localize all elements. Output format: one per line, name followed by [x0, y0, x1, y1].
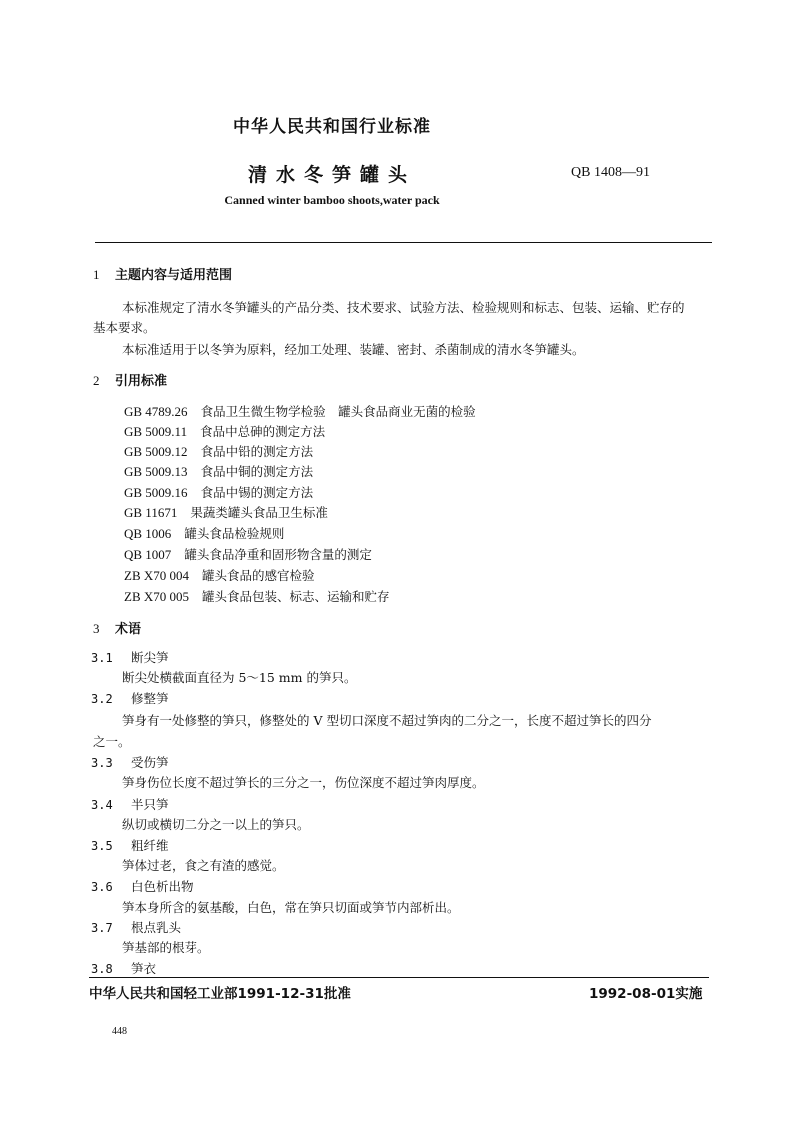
term-name: 粗纤维	[131, 838, 169, 853]
reference-name: 果蔬类罐头食品卫生标准	[190, 505, 328, 520]
term-definition: 笋基部的根芽。	[122, 940, 210, 955]
term-heading	[91, 836, 169, 854]
document-title-english: Canned winter bamboo shoots,water pack	[224, 193, 440, 207]
reference-name: 食品中总砷的测定方法	[200, 424, 326, 439]
reference-code: GB 5009.13	[124, 464, 188, 479]
term-heading	[91, 918, 181, 936]
reference-item	[124, 545, 372, 563]
section-1-paragraph-1-cont: 基本要求。	[93, 320, 156, 335]
reference-item	[124, 524, 284, 542]
term-heading	[91, 648, 169, 666]
term-name: 根点乳头	[131, 920, 182, 935]
reference-item	[124, 402, 476, 420]
reference-code: GB 5009.16	[124, 485, 188, 500]
term-name: 白色析出物	[131, 879, 194, 894]
section-number: 2	[93, 373, 100, 388]
section-number: 3	[93, 621, 100, 636]
reference-code: GB 11671	[124, 505, 178, 520]
section-2-heading	[93, 370, 167, 389]
term-heading	[91, 959, 156, 977]
term-number: 3.6	[91, 880, 113, 894]
reference-name: 罐头食品检验规则	[184, 526, 285, 541]
reference-name: 罐头食品的感官检验	[202, 568, 315, 583]
term-name: 修整笋	[131, 691, 169, 706]
header-divider	[95, 242, 712, 243]
reference-name: 食品卫生微生物学检验 罐头食品商业无菌的检验	[200, 404, 476, 419]
term-number: 3.2	[91, 692, 113, 706]
reference-item	[124, 422, 325, 440]
reference-code: ZB X70 004	[124, 568, 189, 583]
term-number: 3.7	[91, 921, 113, 935]
reference-item	[124, 587, 390, 605]
term-number: 3.4	[91, 798, 113, 812]
approval-line: 中华人民共和国轻工业部1991-12-31批准	[89, 986, 351, 1002]
term-heading	[91, 689, 169, 707]
page-number: 448	[112, 1026, 127, 1037]
term-definition: 笋体过老，食之有渣的感觉。	[122, 858, 285, 873]
reference-item	[124, 442, 313, 460]
reference-code: ZB X70 005	[124, 589, 189, 604]
reference-code: GB 5009.11	[124, 424, 188, 439]
term-number: 3.3	[91, 756, 113, 770]
reference-item	[124, 462, 313, 480]
reference-code: QB 1006	[124, 526, 172, 541]
issuing-org-title: 中华人民共和国行业标准	[233, 117, 431, 137]
reference-name: 食品中铜的测定方法	[200, 464, 314, 479]
reference-name: 食品中铅的测定方法	[200, 444, 314, 459]
term-heading	[91, 795, 169, 813]
term-name: 半只笋	[131, 797, 169, 812]
section-title: 主题内容与适用范围	[115, 268, 233, 283]
term-heading	[91, 753, 169, 771]
term-definition: 笋本身所含的氨基酸，白色，常在笋只切面或笋节内部析出。	[122, 900, 460, 915]
term-definition: 笋身伤位长度不超过笋长的三分之一，伤位深度不超过笋肉厚度。	[122, 775, 485, 790]
section-title: 术语	[115, 622, 142, 637]
reference-item	[124, 566, 315, 584]
reference-name: 罐头食品净重和固形物含量的测定	[184, 547, 372, 562]
standard-code: QB 1408—91	[571, 165, 650, 180]
section-1-paragraph-2: 本标准适用于以冬笋为原料，经加工处理、装罐、密封、杀菌制成的清水冬笋罐头。	[122, 342, 585, 357]
effective-date: 1992-08-01实施	[589, 986, 703, 1002]
section-number: 1	[93, 267, 100, 282]
term-number: 3.1	[91, 651, 113, 665]
term-definition: 断尖处横截面直径为 5～15 mm 的笋只。	[122, 670, 357, 685]
reference-item	[124, 503, 328, 521]
section-title: 引用标准	[115, 374, 168, 389]
term-heading	[91, 877, 194, 895]
reference-item	[124, 483, 313, 501]
term-name: 受伤笋	[131, 755, 169, 770]
reference-code: GB 5009.12	[124, 444, 188, 459]
term-definition-cont: 之一。	[93, 734, 131, 749]
document-title: 清水冬笋罐头	[247, 164, 416, 186]
term-number: 3.5	[91, 839, 113, 853]
section-3-heading	[93, 618, 141, 637]
term-name: 断尖笋	[131, 650, 169, 665]
term-definition: 纵切或横切二分之一以上的笋只。	[122, 817, 310, 832]
section-1-heading	[93, 264, 232, 283]
footer-divider	[89, 977, 709, 978]
section-1-paragraph-1: 本标准规定了清水冬笋罐头的产品分类、技术要求、试验方法、检验规则和标志、包装、运输、贮存的	[122, 300, 685, 315]
term-definition: 笋身有一处修整的笋只，修整处的 V 型切口深度不超过笋肉的二分之一，长度不超过笋长的四分	[122, 713, 652, 728]
reference-name: 罐头食品包装、标志、运输和贮存	[202, 589, 390, 604]
reference-code: GB 4789.26	[124, 404, 188, 419]
reference-code: QB 1007	[124, 547, 172, 562]
reference-name: 食品中锡的测定方法	[200, 485, 314, 500]
term-name: 笋衣	[131, 961, 157, 976]
term-number: 3.8	[91, 962, 113, 976]
